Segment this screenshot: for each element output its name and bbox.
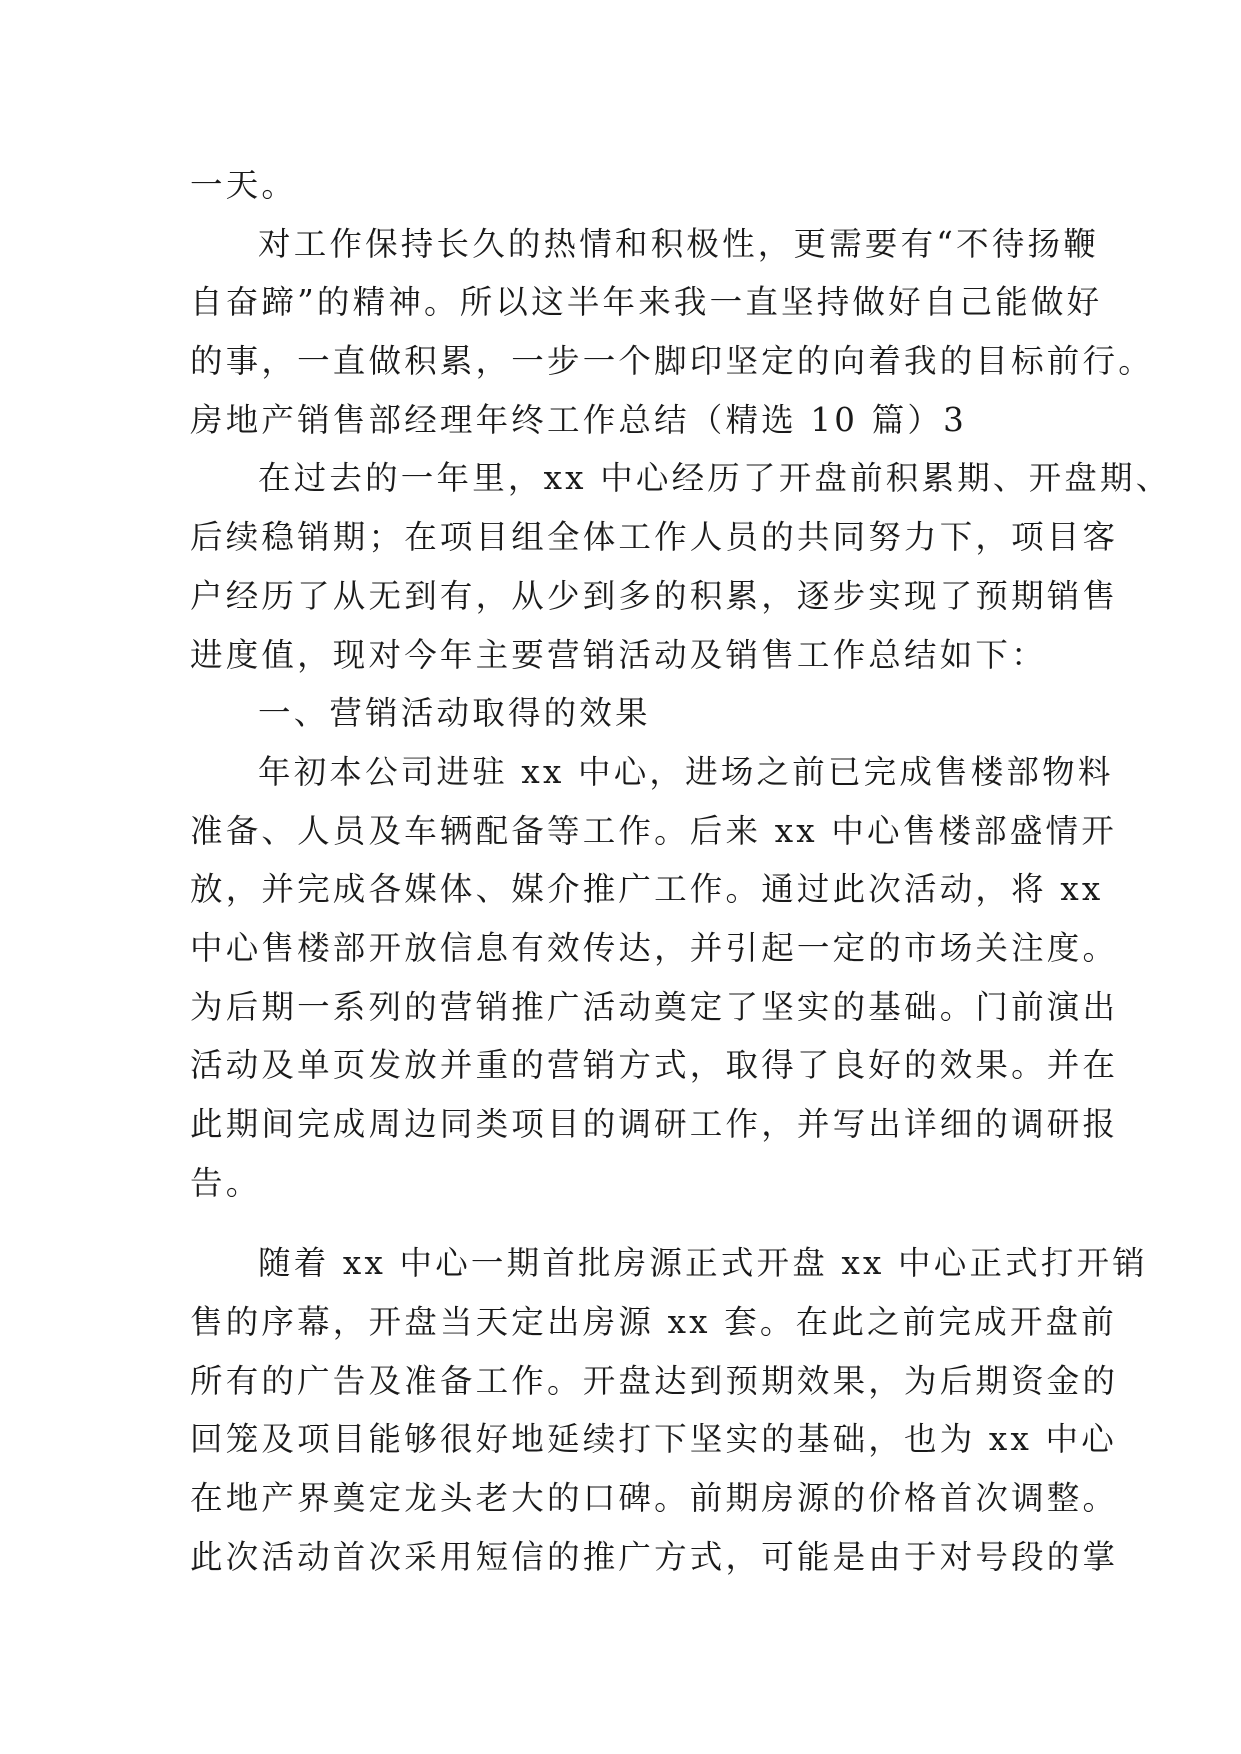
text-line: 回笼及项目能够很好地延续打下坚实的基础，也为 xx 中心 xyxy=(190,1420,1117,1459)
text-line: 告。 xyxy=(190,1163,262,1202)
paragraph-start-line: 随着 xx 中心一期首批房源正式开盘 xx 中心正式打开销 xyxy=(258,1244,1148,1283)
paragraph-start-line: 对工作保持长久的热情和积极性，更需要有“不待扬鞭 xyxy=(258,224,1099,263)
text-line: 进度值，现对今年主要营销活动及销售工作总结如下： xyxy=(190,635,1047,674)
text-line: 此期间完成周边同类项目的调研工作，并写出详细的调研报 xyxy=(190,1105,1119,1143)
section-heading: 房地产销售部经理年终工作总结（精选 10 篇）3 xyxy=(190,400,967,439)
text-line: 准备、人员及车辆配备等工作。后来 xx 中心售楼部盛情开 xyxy=(190,811,1117,850)
subsection-heading: 一、营销活动取得的效果 xyxy=(258,694,651,733)
text-line: 为后期一系列的营销推广活动奠定了坚实的基础。门前演出 xyxy=(190,987,1119,1026)
text-line: 此次活动首次采用短信的推广方式，可能是由于对号段的掌 xyxy=(190,1537,1119,1576)
text-line: 活动及单页发放并重的营销方式，取得了良好的效果。并在 xyxy=(190,1046,1119,1085)
text-line: 中心售楼部开放信息有效传达，并引起一定的市场关注度。 xyxy=(190,928,1119,967)
text-line: 售的序幕，开盘当天定出房源 xx 套。在此之前完成开盘前 xyxy=(190,1303,1117,1342)
text-line: 自奋蹄”的精神。所以这半年来我一直坚持做好自己能做好 xyxy=(190,283,1103,322)
paragraph-start-line: 在过去的一年里，xx 中心经历了开盘前积累期、开盘期、 xyxy=(258,459,1172,498)
text-line: 后续稳销期；在项目组全体工作人员的共同努力下，项目客 xyxy=(190,518,1119,557)
document-body xyxy=(190,156,1172,1587)
text-line: 所有的广告及准备工作。开盘达到预期效果，为后期资金的 xyxy=(190,1361,1119,1400)
paragraph-start-line: 年初本公司进驻 xx 中心，进场之前已完成售楼部物料 xyxy=(258,752,1114,791)
text-line: 户经历了从无到有，从少到多的积累，逐步实现了预期销售 xyxy=(190,576,1119,615)
text-line: 一天。 xyxy=(190,166,298,204)
text-line: 的事，一直做积累，一步一个脚印坚定的向着我的目标前行。 xyxy=(190,342,1154,381)
text-line: 放，并完成各媒体、媒介推广工作。通过此次活动，将 xx xyxy=(190,870,1104,909)
text-line: 在地产界奠定龙头老大的口碑。前期房源的价格首次调整。 xyxy=(190,1479,1119,1518)
